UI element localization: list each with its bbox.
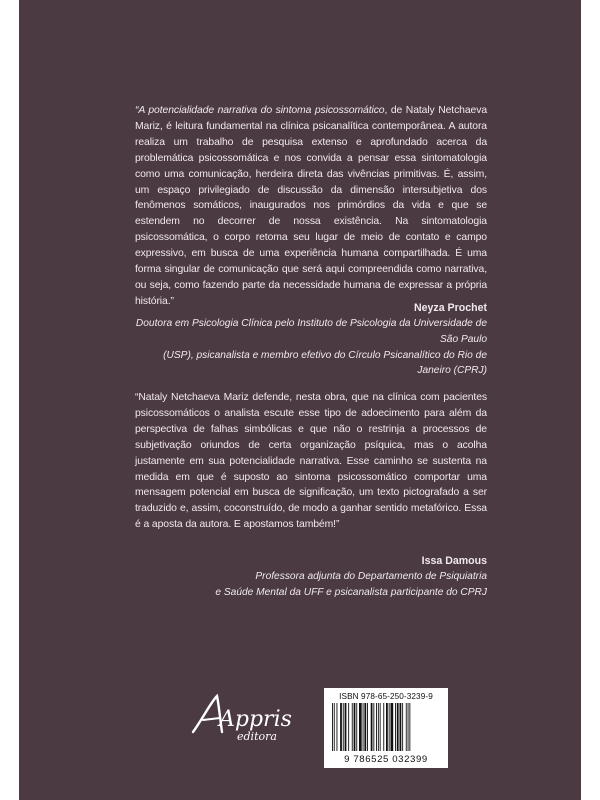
barcode-bar — [334, 703, 335, 751]
barcode-bar — [400, 703, 402, 751]
review-quote-1-text: , de Nataly Netchaeva Mariz, é leitura fundamental na clínica psicanalítica contemporânea. A autora realiza um trabalho de pesquisa extenso e aprofundado acerca da problemática psicossomática e nos convida a pensar essa sintomatologia como uma comunicação, herdeira direta das vivências primitivas. É, assim, um espaço privilegiado de discussão da dimensão intersubjetiva dos fenômenos somáticos, inaugurados nos primórdios da vida e que se estendem no decorrer de nossa existência. Na sintomatologia psicossomática, o corpo retoma seu lugar de meio de contato e campo expressivo, em busca de uma experiência humana compartilhada. É uma forma singular de comunicação que será aqui compreendida como narrativa, ou seja, como fazendo parte da necessidade humana de expressar a própria história.” — [135, 105, 487, 307]
logo-wordmark: Appris — [219, 707, 292, 732]
barcode-bars — [330, 703, 442, 753]
barcode-digits: 9 786525 032399 — [344, 754, 428, 765]
book-title-italic: “A potencialidade narrativa do sintoma psicossomático — [135, 105, 385, 116]
affiliation-2-line-1: Professora adjunta do Departamento de Psiquiatria — [255, 571, 487, 582]
barcode-bar — [363, 703, 364, 751]
barcode-bar — [395, 703, 396, 751]
affiliation-1-line-1: Doutora em Psicologia Clínica pelo Instituto de Psicologia da Universidade de São Paulo — [135, 318, 487, 345]
review-author-2: Issa Damous — [421, 555, 487, 567]
barcode-bar — [408, 703, 409, 751]
review-affiliation-2 — [127, 569, 487, 601]
barcode-bar — [386, 703, 388, 751]
barcode-bar — [356, 703, 357, 751]
barcode-bar — [340, 703, 342, 751]
barcode-bar — [359, 703, 362, 751]
appris-publisher-logo — [189, 688, 299, 744]
barcode-bar — [376, 703, 377, 751]
affiliation-2-line-2: e Saúde Mental da UFF e psicanalista participante do CPRJ — [215, 586, 487, 598]
review-author-1: Neyza Prochet — [413, 302, 487, 314]
barcode-bar — [354, 703, 356, 751]
isbn-barcode — [324, 688, 448, 768]
barcode-bar — [406, 703, 407, 751]
barcode-bar — [409, 703, 410, 751]
barcode-bar — [343, 703, 344, 751]
barcode-bar — [371, 703, 373, 751]
barcode-bar — [391, 703, 394, 751]
barcode-bar — [402, 703, 403, 751]
barcode-bar — [373, 703, 374, 751]
barcode-bar — [352, 703, 353, 751]
barcode-bar — [345, 703, 347, 751]
review-quote-1 — [135, 103, 487, 310]
logo-subtitle: editora — [237, 730, 277, 743]
isbn-label: ISBN 978-65-250-3239-9 — [339, 692, 433, 701]
barcode-bar — [332, 703, 333, 751]
barcode-bar — [348, 703, 349, 751]
barcode-bar — [378, 703, 379, 751]
affiliation-1-line-2: (USP), psicanalista e membro efetivo do Círculo Psicanalítico do Rio de Janeiro (CPRJ) — [163, 349, 487, 377]
barcode-bar — [380, 703, 381, 751]
back-cover — [19, 0, 581, 800]
barcode-bar — [364, 703, 366, 751]
barcode-bar — [383, 703, 384, 751]
barcode-bar — [389, 703, 390, 751]
barcode-bar — [367, 703, 368, 751]
review-affiliation-1 — [127, 316, 487, 379]
barcode-bar — [397, 703, 399, 751]
barcode-bar — [337, 703, 338, 751]
review-quote-2: “Nataly Netchaeva Mariz defende, nesta obra, que na clínica com pacientes psicossomáticos o analista escute esse tipo de adoecimento para além da perspectiva de falhas simbólicas e que não o restrinja a processos de subjetivação oriundos de certa organização psíquica, mas o acolha justamente em sua potencialidade narrativa. Esse caminho se sustenta na medida em que é suposto ao sintoma psicossomático comportar uma mensagem potencial em busca de significação, um texto pictografado a ser traduzido e, assim, coconstruído, de modo a ganhar sentido metafórico. Essa é a aposta da autora. E apostamos também!” — [135, 392, 487, 531]
